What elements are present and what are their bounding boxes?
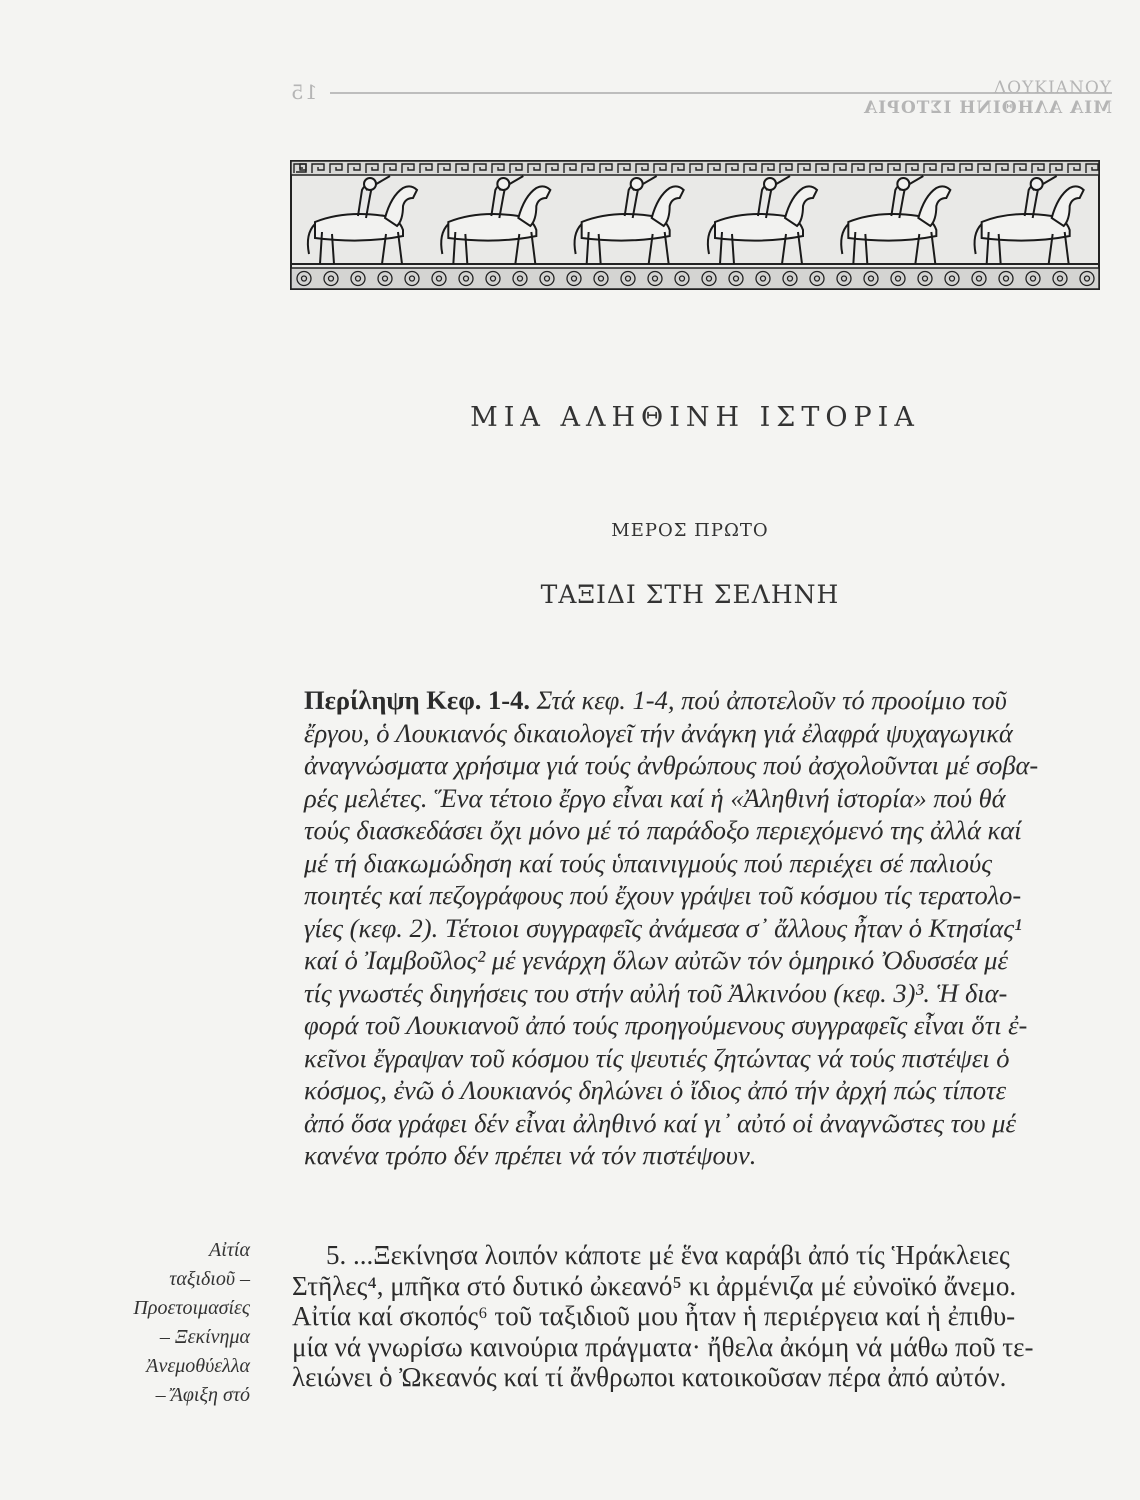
- summary-line: ρές μελέτες. Ἕνα τέτοιο ἔργο εἶναι καί ἡ «Ἀληθινή ἱστορία» πού θά: [304, 782, 1006, 813]
- summary-line: κόσμος, ἐνῶ ὁ Λουκιανός δηλώνει ὁ ἴδιος ἀπό τήν ἀρχή πώς τίποτε: [304, 1075, 1007, 1105]
- page-title: ΜΙΑ ΑΛΗΘΙΝΗ ΙΣΤΟΡΙΑ: [470, 402, 920, 433]
- summary-heading: Περίληψη Κεφ. 1-4.: [304, 685, 530, 715]
- part-title: ΜΕΡΟΣ ΠΡΩΤΟ: [611, 520, 769, 541]
- summary-line: ἔργου, ὁ Λουκιανός δικαιολογεῖ τήν ἀνάγκη γιά ἐλαφρά ψυχαγωγικά: [304, 717, 1013, 748]
- margin-note-line: Αἰτία: [209, 1239, 250, 1261]
- summary-line: κεῖνοι ἔγραψαν τοῦ κόσμου τίς ψευτιές ζητώντας νά τούς πιστέψει ὁ: [304, 1042, 1010, 1073]
- summary-line: ἀπό ὅσα γράφει δέν εἶναι ἀληθινό καί γι᾽ αὐτό οἱ ἀναγνῶστες του μέ: [304, 1107, 1016, 1138]
- margin-note-line: – Ἄφιξη στό: [155, 1384, 250, 1406]
- summary-line: ποιητές καί πεζογράφους πού ἔχουν γράψει τοῦ κόσμου τίς τερατολο-: [304, 880, 1022, 910]
- body-line: Αἰτία καί σκοπός⁶ τοῦ ταξιδιοῦ μου ἦταν ἡ περιέργεια καί ἡ ἐπιθυ-: [292, 1301, 1016, 1331]
- summary-line: [304, 684, 1094, 717]
- margin-note: [100, 1236, 250, 1410]
- summary-line: γίες (κεφ. 2). Τέτοιοι συγγραφεῖς ἀνάμεσα σ᾽ ἄλλους ἦταν ὁ Κτησίας¹: [304, 912, 1022, 943]
- margin-note-line: Προετοιμασίες: [133, 1297, 250, 1319]
- summary-line: τούς διασκεδάσει ὄχι μόνο μέ τό παράδοξο περιεχόμενό της ἀλλά καί: [304, 815, 1022, 845]
- summary-line: τίς γνωστές διηγήσεις του στήν αὐλή τοῦ Ἀλκινόου (κεφ. 3)³. Ἡ δια-: [304, 977, 1008, 1008]
- bleed-through-header: [290, 78, 1112, 118]
- body-text: [292, 1240, 1104, 1393]
- bleed-running-subtitle: ΜΙΑ ΑΛΗΘΙΝΗ ΙΣΤΟΡΙΑ: [863, 98, 1112, 118]
- horse-frieze-illustration: [290, 160, 1100, 290]
- summary-line: ἀναγνώσματα χρήσιμα γιά τούς ἀνθρώπους πού ἀσχολοῦνται μέ σοβα-: [304, 750, 1039, 780]
- summary-line-text: Στά κεφ. 1-4, πού ἀποτελοῦν τό προοίμιο τοῦ: [536, 685, 1007, 715]
- body-line: μία νά γνωρίσω καινούρια πράγματα· ἤθελα ἀκόμη νά μάθω ποῦ τε-: [292, 1331, 1034, 1362]
- bleed-running-title: ΛΟΥΚΙΑΝΟΥ: [993, 78, 1112, 98]
- summary-line: καί ὁ Ἰαμβοῦλος² μέ γενάρχη ὅλων αὐτῶν τόν ὁμηρικό Ὀδυσσέα μέ: [304, 945, 1008, 975]
- chapter-title: ΤΑΞΙΔΙ ΣΤΗ ΣΕΛΗΝΗ: [540, 580, 840, 609]
- body-line: λειώνει ὁ Ὠκεανός καί τί ἄνθρωποι κατοικοῦσαν πέρα ἀπό αὐτόν.: [292, 1362, 1007, 1392]
- margin-note-line: Ἀνεμοθύελλα: [146, 1355, 250, 1377]
- bleed-page-number: 15: [290, 80, 318, 104]
- body-line: Στῆλες⁴, μπῆκα στό δυτικό ὠκεανό⁵ κι ἀρμένιζα μέ εὐνοϊκό ἄνεμο.: [292, 1270, 1017, 1301]
- summary-line: κανένα τρόπο δέν πρέπει νά τόν πιστέψουν.: [304, 1140, 757, 1170]
- body-line: 5. ...Ξεκίνησα λοιπόν κάποτε μέ ἕνα καράβι ἀπό τίς Ἡράκλειες: [326, 1240, 1010, 1270]
- summary-line: μέ τή διακωμώδηση καί τούς ὑπαινιγμούς πού περιέχει σέ παλιούς: [304, 847, 992, 878]
- margin-note-line: – Ξεκίνημα: [159, 1326, 250, 1348]
- summary-line: φορά τοῦ Λουκιανοῦ ἀπό τούς προηγούμενους συγγραφεῖς εἶναι ὅτι ἐ-: [304, 1010, 1028, 1040]
- margin-note-line: ταξιδιοῦ –: [169, 1268, 250, 1290]
- chapter-summary: [304, 684, 1094, 1172]
